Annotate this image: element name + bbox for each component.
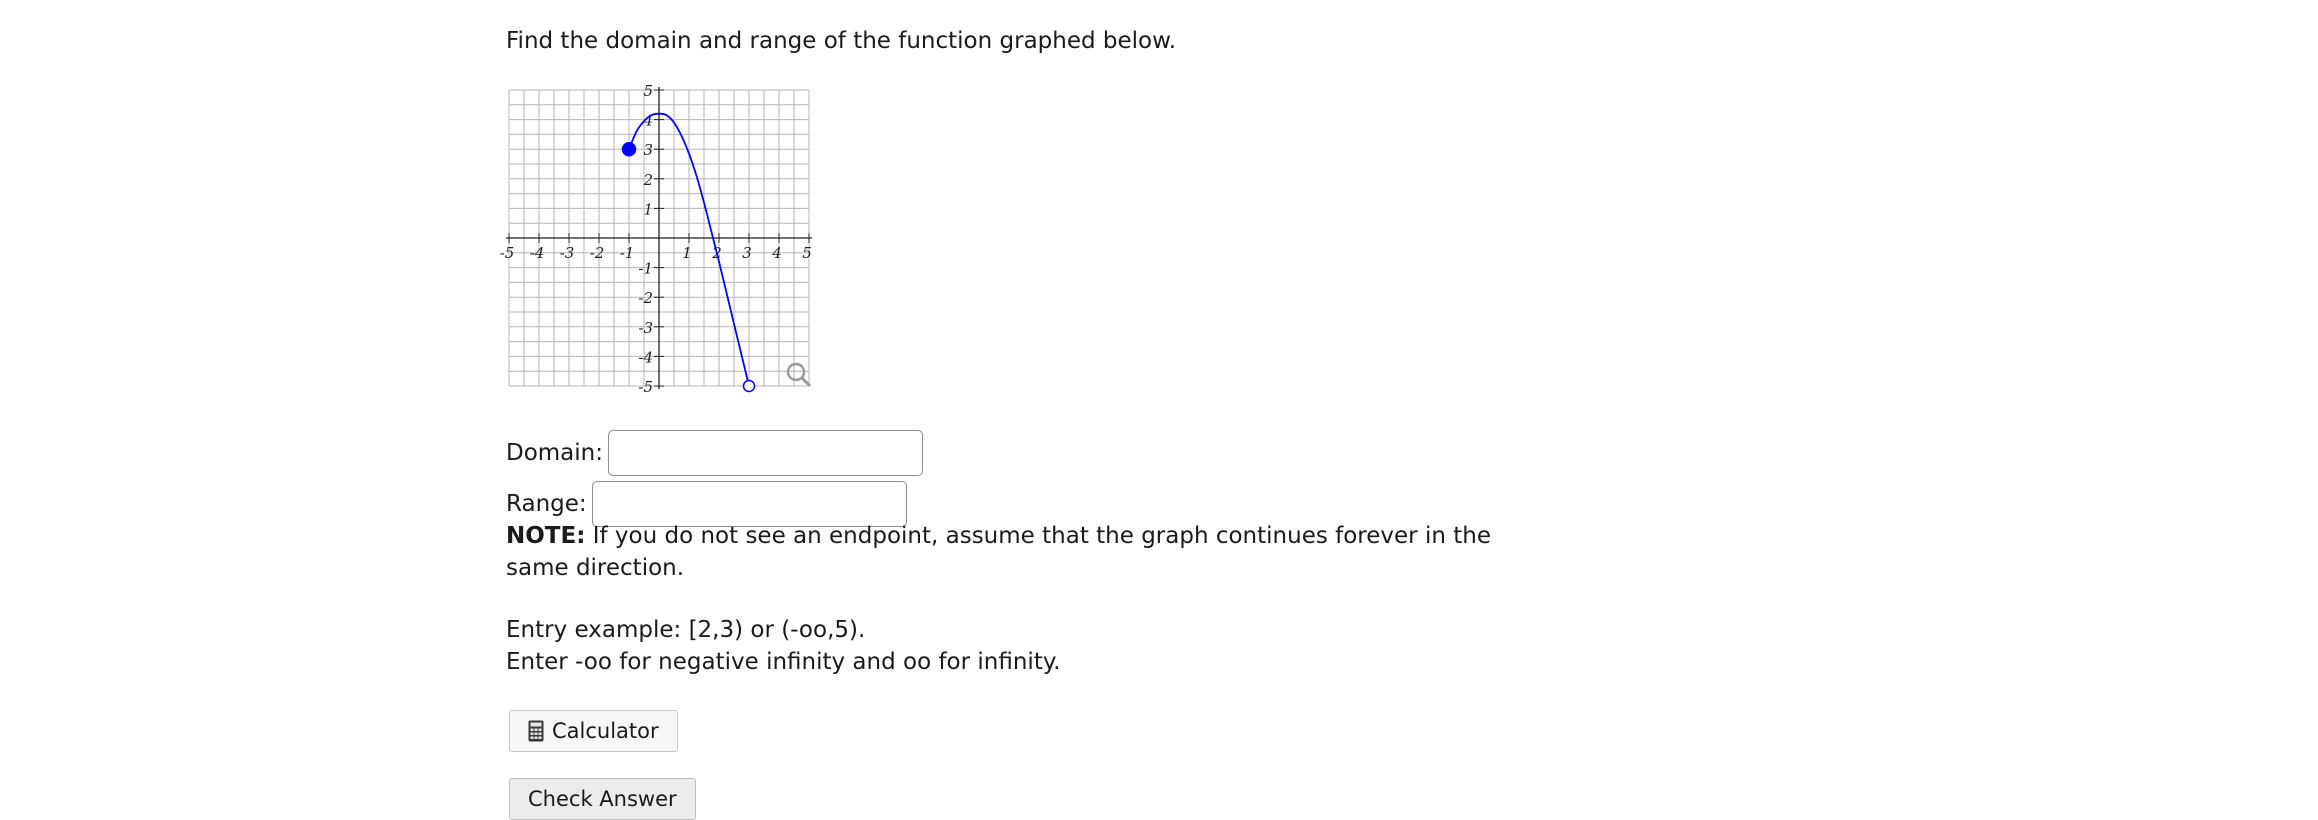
calculator-button[interactable] (509, 710, 678, 752)
closed-endpoint (623, 143, 636, 156)
x-tick-label: -2 (589, 244, 605, 262)
y-tick-label: 4 (643, 111, 653, 130)
domain-label: Domain: (506, 440, 603, 466)
y-tick-label: -1 (638, 259, 653, 278)
function-graph (499, 82, 816, 396)
x-tick-label: 5 (802, 244, 812, 262)
y-tick-label: -4 (638, 348, 653, 367)
x-tick-label: 2 (712, 244, 722, 262)
y-tick-label: 3 (643, 141, 653, 160)
entry-example-line: Entry example: [2,3) or (-oo,5). (506, 617, 866, 643)
y-tick-label: 2 (643, 170, 653, 189)
y-tick-label: 1 (643, 200, 653, 219)
check-answer-button[interactable]: Check Answer (509, 778, 696, 820)
x-tick-label: 1 (682, 244, 692, 262)
infinity-hint-line: Enter -oo for negative infinity and oo for infinity. (506, 649, 1061, 675)
note-prefix: NOTE: (506, 523, 586, 549)
x-tick-label: 3 (742, 244, 752, 262)
domain-input[interactable] (608, 430, 923, 476)
magnifier-icon[interactable] (788, 364, 810, 386)
question-text: Find the domain and range of the function graphed below. (506, 28, 1177, 54)
range-label: Range: (506, 491, 587, 517)
entry-examples (506, 614, 1060, 678)
y-tick-label: -2 (638, 289, 653, 308)
note-body: If you do not see an endpoint, assume that the graph continues forever in the same direction. (506, 523, 1491, 581)
y-tick-label: 5 (643, 82, 653, 100)
y-tick-label: -3 (638, 318, 653, 337)
x-tick-label: -5 (499, 244, 515, 262)
calculator-label: Calculator (552, 719, 659, 743)
graph-canvas (499, 82, 816, 396)
x-tick-label: -3 (559, 244, 575, 262)
y-tick-label: -5 (638, 378, 653, 396)
domain-row (506, 430, 923, 476)
open-endpoint (744, 381, 755, 392)
calculator-icon (528, 720, 544, 742)
x-tick-label: -4 (529, 244, 545, 262)
x-tick-label: -1 (619, 244, 635, 262)
x-tick-label: 4 (772, 244, 782, 262)
note-text (506, 520, 1506, 584)
